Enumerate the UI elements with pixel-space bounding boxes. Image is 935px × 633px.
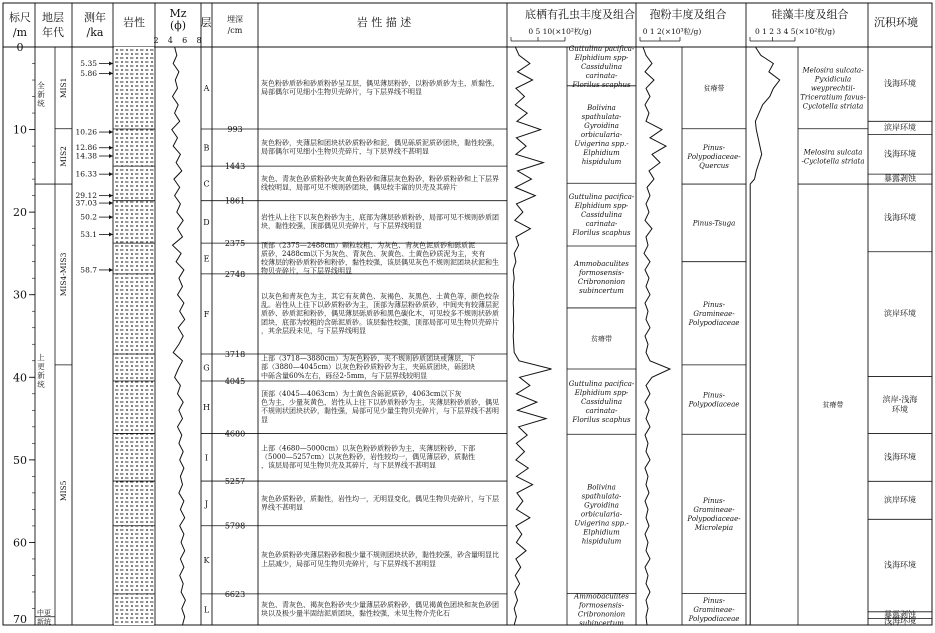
diatom-header: 硅藻丰度及组合 <box>771 8 849 21</box>
layer-description: 以灰色和青灰色为主，其它有灰黄色、灰褐色、灰黑色、土黄色等，颜色较杂 <box>261 292 499 301</box>
burial-depth: 5798 <box>224 521 246 531</box>
desc-header: 岩 性 描 述 <box>356 16 412 29</box>
foram-assemblage-label: Ammobaculites <box>574 259 629 268</box>
layer-description: 块，黏性较强，顶部偶见贝壳碎片，与下层界线明显 <box>261 221 422 230</box>
env-label: 暴露剥蚀 <box>884 174 916 184</box>
foram-assemblage-label: Uvigerina spp.- <box>574 519 629 528</box>
foram-assemblage-label: Cribrononion <box>577 610 626 619</box>
foram-assemblage-label: carinata- <box>585 407 618 416</box>
env-label: 浅海环境 <box>884 616 916 626</box>
age-label: 10.26 <box>75 127 97 137</box>
diatom-assemblage-label: Melosira sulcata- <box>802 66 864 75</box>
env-label: 滨岸环境 <box>884 309 916 319</box>
layer-code: H <box>203 403 210 413</box>
layer-description: 灰色、青灰色砂质粉砂夹灰黄色粉砂和薄层灰色粉砂，粉砂质粉砂和上下层界 <box>261 174 499 183</box>
age-label: 53.1 <box>80 229 97 239</box>
foram-assemblage-label: Elphidium spp- <box>574 389 629 398</box>
layer-description: ，该层局部可见生物贝壳及其碎片，与下层界线不甚明显 <box>261 461 436 470</box>
foram-assemblage-label: subincertum <box>579 286 624 295</box>
layer-description: 乱。岩性从上往下以砂质粉砂为主，顶部为薄层粉砂质砂，中间夹有较薄层泥 <box>261 301 499 310</box>
layer-description: 色为主，少量灰黄色，岩性从上往下以砂质粉砂为主，夹薄层粉砂质砂，偶见 <box>261 398 499 407</box>
layer-code: B <box>203 143 210 153</box>
burial-depth: 6623 <box>224 589 246 599</box>
env-label: 滨岸-浅海 <box>882 394 918 404</box>
foram-assemblage-label: orbicularia- <box>580 131 623 140</box>
foram-assemblage-label: Bolivina <box>587 104 616 113</box>
foram-assemblage-label: spathulata- <box>581 492 622 501</box>
middle-pleistocene-label: 中更 <box>37 609 51 617</box>
spore-assemblage-label: 贫瘠带 <box>703 84 725 93</box>
burial-depth: 2748 <box>224 269 246 279</box>
burial-depth: 4045 <box>224 377 246 387</box>
stratum-header: 地层 <box>42 11 64 24</box>
layer-description: 不规则状团块状砂，黏性强，局部可见少量生物贝壳碎片，与下层界线不甚明 <box>261 407 499 416</box>
foram-assemblage-label: Elphidium <box>583 149 620 158</box>
age-header: 测年 <box>84 11 106 24</box>
diatom-assemblage-label: Triceratium favus- <box>800 93 866 102</box>
depth-unit: /m <box>12 26 28 39</box>
layer-description: 界线不甚明显 <box>261 503 303 512</box>
depth-header: 标尺 <box>9 11 31 24</box>
spore-header: 孢粉丰度及组合 <box>649 8 727 21</box>
diatom-assemblage-label: Melosira sulcata <box>803 148 863 157</box>
age-label: 50.2 <box>80 212 97 222</box>
mz-unit: (ϕ) <box>169 19 187 32</box>
burial-depth: 1443 <box>224 162 246 172</box>
foram-assemblage-label: subincertum <box>579 619 624 628</box>
burial-unit: /cm <box>227 26 243 35</box>
layer-code: D <box>203 217 210 227</box>
mz-grain-size-column <box>153 36 201 625</box>
spore-assemblage-label: Polypodiaceae- <box>687 514 741 523</box>
age-arrow <box>109 71 113 75</box>
env-label: 环境 <box>892 404 908 414</box>
depth-tick-label: 0 <box>16 41 24 54</box>
layer-code: C <box>203 179 210 189</box>
mis-stage-column <box>55 78 72 502</box>
layer-header: 层 <box>200 16 212 29</box>
depth-tick-label: 30 <box>13 288 27 302</box>
mz-curve <box>172 47 186 625</box>
foram-assemblage-label: Cassidulina <box>580 62 623 71</box>
burial-depth: 4680 <box>224 429 246 439</box>
age-label: 16.33 <box>75 169 97 179</box>
layer-description: 局部偶尔可见细小生物贝壳碎片，与下层界线不明显 <box>261 87 422 96</box>
age-arrow <box>109 172 113 176</box>
layer-description: 物贝壳碎片，与下层界线明显 <box>261 267 352 276</box>
diatom-assemblage-label: Cyclotella striata <box>802 102 864 111</box>
layer-description: 顶部（2375—2488cm）颗粒较粗，为灰色、青灰色泥质砂和砾质泥 <box>261 241 476 250</box>
spore-assemblage-label: Pinus- <box>703 391 725 400</box>
spore-assemblage-label: Pinus- <box>703 143 725 152</box>
foram-assemblage-label: Florilus scaphus <box>572 416 631 425</box>
diatom-assemblage-label: 贫瘠带 <box>822 401 844 410</box>
age-label: 5.35 <box>80 59 97 69</box>
spore-assemblage-label: Gramineae- <box>693 605 735 614</box>
spore-assemblage-label: Gramineae- <box>693 309 735 318</box>
layer-description: 线较明显，局部可见不规则砂团块，偶见较丰富的贝壳及其碎片 <box>261 183 457 192</box>
lith-header: 岩性 <box>123 16 145 29</box>
foram-assemblage-label: hispidulum <box>581 158 622 167</box>
env-label: 滨岸环境 <box>884 122 916 132</box>
foram-assemblage-label: Elphidium spp- <box>574 53 629 62</box>
foram-assemblage-label: Uvigerina spp.- <box>574 140 629 149</box>
spore-scale: 0 1 2(×10³粒/g) <box>642 27 702 36</box>
spore-assemblage-label: Pinus- <box>703 596 725 605</box>
diatom-assemblage-label: Pyxidicula <box>814 75 852 84</box>
foram-assemblage-label: Elphidium spp- <box>574 202 629 211</box>
spore-curve <box>643 47 670 625</box>
env-label: 浅海环境 <box>884 212 916 222</box>
depth-tick-label: 40 <box>13 371 27 385</box>
layer-description: 局部偶尔可见细小生物贝壳碎片，与下层界线不甚明显 <box>261 147 429 156</box>
layer-description: 上部（4680—5000cm）以灰色粉砂质粉砂为主，夹薄层粉砂，下部 <box>261 444 476 453</box>
foram-assemblage-label: 贫瘠带 <box>591 334 612 343</box>
spore-assemblage-label: Pinus- <box>703 496 725 505</box>
layer-description: 岩性从上往下以灰色粉砂为主，底部为薄层砂质粉砂，局部可见不规则砂质团 <box>261 213 499 222</box>
age-label: 58.7 <box>80 265 97 275</box>
layer-column <box>201 78 507 618</box>
header-row <box>9 7 918 39</box>
spore-assemblage-label: Pinus- <box>703 300 725 309</box>
layer-description: 团块，底部为较粗的含砾泥质砂。该层黏性较强，顶部局部可见生物贝壳碎片 <box>261 318 499 327</box>
layer-description: 质砂，2488cm以下为灰色、青灰色、灰黄色、土黄色砂质泥为主，夹有 <box>261 249 486 258</box>
mz-tick-label: 4 <box>167 36 173 45</box>
layer-code: A <box>203 83 210 93</box>
diatom-assemblage-label: -Cyclotella striata <box>801 157 865 166</box>
age-arrow <box>109 154 113 158</box>
layer-code: L <box>203 605 210 615</box>
layer-description: 顶部（4045—4063cm）为土黄色含砾泥质砂，4063cm以下灰 <box>261 390 462 399</box>
foram-assemblage-label: Cassidulina <box>580 398 623 407</box>
mis-label: MIS4-MIS3 <box>59 252 68 297</box>
lithology-pattern <box>114 47 154 625</box>
env-label: 浅海环境 <box>884 149 916 159</box>
layer-description: 块以及极少量半固结泥质团块，黏性较强，未见生物介壳化石 <box>261 609 450 618</box>
sporopollen-column <box>640 37 746 625</box>
layer-description: 中砾含量60%左右，砾径2-5mm，与下层界线较明显 <box>261 371 428 380</box>
layer-description: 灰色砂质粉砂，质黏性，岩性均一，无明显变化，偶见生物贝壳碎片，与下层 <box>261 494 499 503</box>
layer-code: K <box>203 555 210 565</box>
layer-description: 灰色砂质粉砂夹薄层粉砂和极少量不规则团块状砂，黏性较强，砂含量明显比 <box>261 551 499 560</box>
foram-assemblage-label: hispidulum <box>581 537 622 546</box>
age-label: 29.12 <box>75 191 97 201</box>
env-label: 浅海环境 <box>884 452 916 462</box>
mis-label: MIS2 <box>59 146 68 167</box>
foraminifera-column <box>511 37 636 627</box>
spore-assemblage-label: Quercus <box>699 161 729 170</box>
mz-tick-label: 2 <box>153 36 159 45</box>
burial-depth: 1861 <box>224 196 246 206</box>
mz-header: Mz <box>169 7 187 20</box>
layer-code: E <box>203 254 210 264</box>
layer-code: G <box>203 363 210 373</box>
age-unit: /ka <box>86 26 104 39</box>
age-label: 5.86 <box>80 68 97 78</box>
env-label: 暴露剥蚀 <box>884 610 916 620</box>
age-arrow <box>109 194 113 198</box>
burial-depth: 2375 <box>224 239 246 249</box>
foram-assemblage-label: Gyroidina <box>584 501 619 510</box>
burial-depth: 993 <box>227 124 243 134</box>
burial-header: 埋深 <box>227 15 243 24</box>
spore-assemblage-label: Polypodiaceae- <box>687 152 741 161</box>
spore-assemblage-label: Polypodiaceae <box>688 614 740 623</box>
foram-assemblage-label: Guttulina pacifica- <box>568 193 635 202</box>
layer-description: 灰色粉砂质砂和砂质粉砂呈互层，偶见薄层粉砂，以粉砂质砂为主，质黏性， <box>261 79 499 88</box>
foram-assemblage-label: carinata- <box>585 71 618 80</box>
layer-code: J <box>204 499 209 509</box>
foram-header: 底栖有孔虫丰度及组合 <box>525 8 635 21</box>
age-arrow <box>109 232 113 236</box>
depth-tick-label: 20 <box>13 206 27 220</box>
layer-description: 显 <box>261 415 268 424</box>
diatom-curve <box>750 47 780 625</box>
stratum-header-2: 年代 <box>42 26 64 39</box>
age-label: 12.86 <box>75 143 97 153</box>
foram-assemblage-label: Elphidium <box>583 528 620 537</box>
environment-column <box>868 78 932 626</box>
age-arrow <box>109 130 113 134</box>
layer-code: I <box>204 453 209 463</box>
layer-description: 灰色、青灰色、褐灰色粉砂夹少量薄层砂质粉砂，偶见褐黄色团块和灰色砂团 <box>261 600 499 609</box>
burial-depth: 5257 <box>224 477 246 487</box>
age-label: 14.38 <box>75 151 97 161</box>
depth-tick-label: 10 <box>13 123 27 137</box>
lithology-column <box>113 47 155 625</box>
layer-description: ，其余层段未见，与下层界线明显 <box>261 326 366 335</box>
foram-assemblage-label: Cribrononion <box>577 277 626 286</box>
foram-assemblage-label: Bolivina <box>587 483 616 492</box>
age-arrow <box>109 201 113 205</box>
mz-tick-label: 6 <box>182 36 188 45</box>
burial-depth: 3718 <box>224 350 246 360</box>
spore-assemblage-label: Polypodiaceae <box>688 400 740 409</box>
mz-tick-label: 8 <box>196 36 202 45</box>
layer-description: 较薄层的粉砂质粉砂和粉砂，黏性较强，该层偶见灰色不规则泥团块状泥和生 <box>261 258 499 267</box>
layer-description: （5000—5257cm）以灰色粉砂，岩性较均一，偶见薄层砂，质黏性 <box>261 452 476 461</box>
stratigraphy-column <box>35 47 55 626</box>
foram-curve <box>513 47 551 625</box>
layer-description: 灰色粉砂，夹薄层和团块状砂质粉砂和泥，偶见砾质泥质砂团块，黏性较强， <box>261 138 499 147</box>
foram-assemblage-label: spathulata- <box>581 113 622 122</box>
upper-pleistocene-label: 上更新统 <box>37 353 45 389</box>
foram-assemblage-label: Guttulina pacifica- <box>568 380 635 389</box>
depth-tick-label: 60 <box>13 536 27 550</box>
foram-assemblage-label: Florilus scaphus <box>572 80 631 89</box>
env-label: 滨岸环境 <box>884 495 916 505</box>
foram-assemblage-label: Guttulina pacifica- <box>568 44 635 53</box>
env-label: 浅海环境 <box>884 560 916 570</box>
holocene-label: 全新统 <box>37 81 45 108</box>
layer-description: 部（3880—4045cm）以灰色粉砂质粉砂为主，夹砾质团块，砾团块 <box>261 363 476 372</box>
depth-tick-label: 50 <box>13 453 27 467</box>
depth-scale <box>13 41 35 626</box>
age-arrow <box>109 62 113 66</box>
foram-assemblage-label: Gyroidina <box>584 122 619 131</box>
middle-pleistocene-label-2: 新统 <box>37 618 51 626</box>
layer-code: F <box>203 309 210 319</box>
age-column <box>76 59 113 274</box>
mis-label: MIS5 <box>59 480 68 502</box>
foram-assemblage-label: orbicularia- <box>580 510 623 519</box>
foram-assemblage-label: Ammobaculites <box>574 592 629 601</box>
foram-assemblage-label: Cassidulina <box>580 211 623 220</box>
foram-assemblage-label: carinata- <box>585 220 618 229</box>
mis-label: MIS1 <box>59 77 68 99</box>
diatom-column <box>750 37 868 625</box>
env-header: 沉积环境 <box>874 16 918 29</box>
foram-assemblage-label: Florilus scaphus <box>572 229 631 238</box>
spore-assemblage-label: Polypodiaceae <box>688 318 740 327</box>
env-label: 浅海环境 <box>884 79 916 89</box>
age-arrow <box>109 268 113 272</box>
layer-description: 质砂、砂质泥和粉砂，偶见薄层砾质砂和黑色碳化木，可见较多不规则状砂质 <box>261 309 499 318</box>
foram-scale: 0 5 10(×10²枚/g) <box>528 27 592 36</box>
depth-tick-label: 70 <box>13 613 27 626</box>
foram-assemblage-label: formosensis- <box>578 601 625 610</box>
spore-assemblage-label: Pinus-Tsuga <box>692 219 736 228</box>
layer-description: 上部（3718—3880cm）为灰色粉砂，夹不规则砂质团块或薄层，下 <box>261 354 476 363</box>
age-arrow <box>109 146 113 150</box>
diatom-scale: 0 1 2 3 4 5(×10²枚/g) <box>754 27 836 36</box>
age-arrow <box>109 215 113 219</box>
diatom-assemblage-label: weyprechtii- <box>810 84 856 93</box>
layer-description: 上层减少，局部可见生物贝壳碎片，与下层界线不甚明显 <box>261 559 436 568</box>
age-label: 37.03 <box>75 198 97 208</box>
spore-assemblage-label: Microlepia <box>694 523 734 532</box>
foram-assemblage-label: formosensis- <box>578 268 625 277</box>
spore-assemblage-label: Gramineae- <box>693 505 735 514</box>
